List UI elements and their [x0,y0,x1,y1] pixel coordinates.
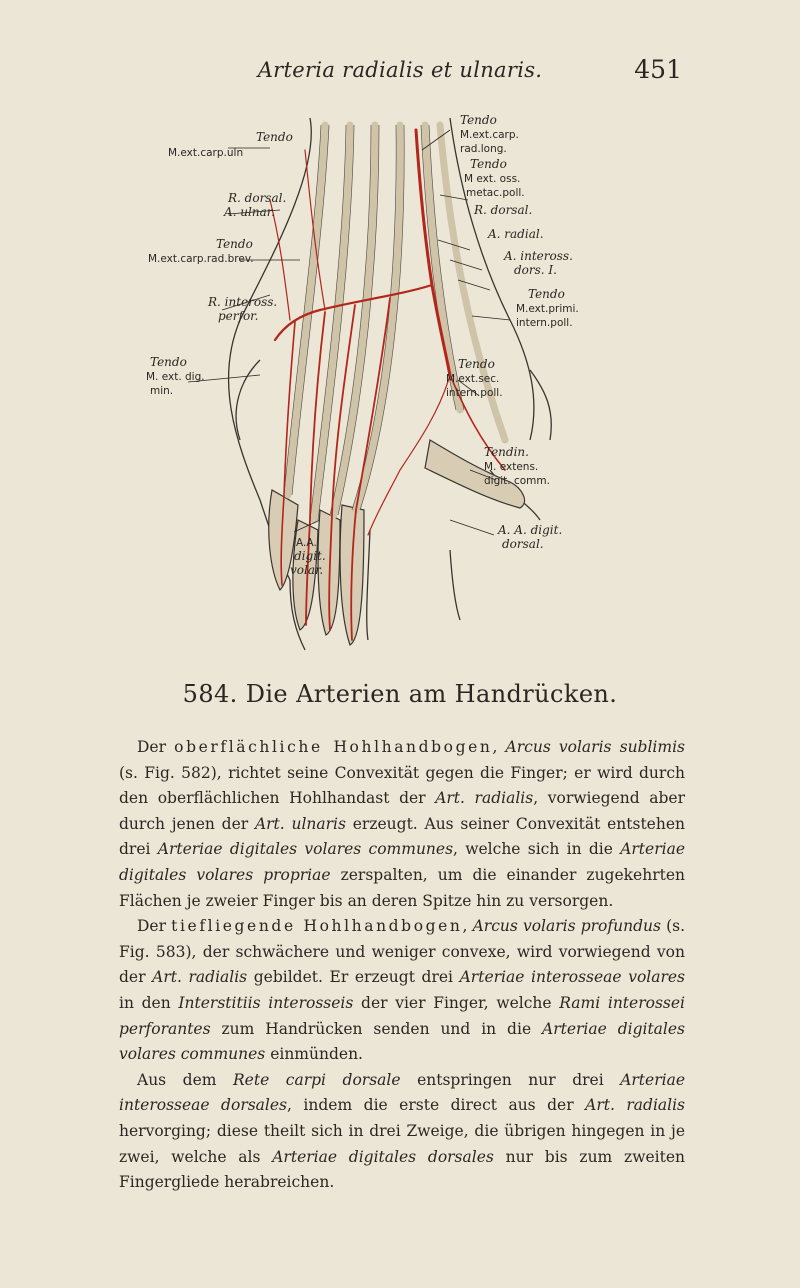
label-tendo-oss: Tendo [470,157,507,171]
body-text [119,735,685,1196]
label-tendin: Tendin. [484,445,529,459]
label-perfor: perfor. [218,309,259,323]
label-r-inteross: R. inteross. [208,295,278,309]
label-tendo-primi-2: M.ext.primi. [516,303,579,315]
anatomical-figure [120,110,680,675]
label-tendin-2: M. extens. [484,461,539,473]
label-tendo-sec-2: M.ext.sec. [446,373,500,385]
label-a-inteross: A. inteross. [504,249,573,263]
label-dors-i: dors. I. [514,263,557,277]
figure-caption [0,680,800,708]
figure-number: 584. [182,680,238,708]
running-title: Arteria radialis et ulnaris. [257,58,543,82]
label-tendo-rad-long: Tendo [460,113,497,127]
label-a-digit-dorsal: A. A. digit. [498,523,563,537]
label-tendo-dig-min-2: M. ext. dig. [146,371,205,383]
label-a-digit-volar: A.A. [296,537,317,549]
paragraph-3: Aus dem Rete carpi dorsale entspringen nur drei Arteriae interosseae dorsales, indem die erste direct aus der Art. radialis hervorging; diese theilt sich in drei Zweige, die übrigen hingegen in je zwei, welche als Arteriae digitales dorsales nur bis zum zweiten Fingergliede herabreichen. [119,1070,686,1192]
label-dorsal: dorsal. [502,537,544,551]
label-tendo-primi-3: intern.poll. [516,317,573,329]
page-number: 451 [634,55,682,84]
paragraph-2: Der tiefliegende Hohlhandbogen, Arcus volaris profundus (s. Fig. 583), der schwächere und weniger convexe, wird vorwiegend von der Art. radialis gebildet. Er erzeugt drei Arteriae interosseae volares in den Interstitiis interosseis der vier Finger, welche Rami interossei perforantes zum Handrücken senden und in die Arteriae digitales volares communes einmünden. [119,917,686,1064]
label-tendin-3: digit. comm. [484,475,550,487]
label-tendo-ext-carp-uln-2: M.ext.carp.uln [168,147,244,159]
label-a-ulnar: A. ulnar. [224,205,275,219]
label-volar: volar. [290,563,324,577]
label-r-dorsal-right: R. dorsal. [474,203,533,217]
paragraph-1: Der oberflächliche Hohlhandbogen, Arcus volaris sublimis (s. Fig. 582), richtet seine Convexität gegen die Finger; er wird durch den oberflächlichen Hohlhandast der Art. radialis, vorwiegend aber durch jenen der Art. ulnaris erzeugt. Aus seiner Convexität entstehen drei Arteriae digitales volares communes, welche sich in die Arteriae digitales volares propriae zerspalten, um die einander zugekehrten Flächen je zweier Finger bis an deren Spitze hin zu versorgen. [119,738,685,910]
label-a-radial: A. radial. [488,227,544,241]
label-tendo-rad-brev-2: M.ext.carp.rad.brev. [148,253,254,265]
label-tendo-rad-long-3: rad.long. [460,143,507,155]
label-tendo-oss-3: metac.poll. [466,187,525,199]
hand-illustration [120,110,680,675]
label-r-dorsal: R. dorsal. [228,191,287,205]
label-tendo-ext-carp-uln: Tendo [256,130,293,144]
label-tendo-oss-2: M ext. oss. [464,173,521,185]
label-digit: digit. [294,549,326,563]
label-tendo-primi: Tendo [528,287,565,301]
label-tendo-dig-min-3: min. [150,385,174,397]
label-tendo-sec-3: intern.poll. [446,387,503,399]
label-tendo-dig-min: Tendo [150,355,187,369]
page-header [0,55,800,88]
figure-title: Die Arterien am Handrücken. [245,680,618,708]
label-tendo-rad-long-2: M.ext.carp. [460,129,519,141]
label-tendo-sec: Tendo [458,357,495,371]
label-tendo-rad-brev: Tendo [216,237,253,251]
